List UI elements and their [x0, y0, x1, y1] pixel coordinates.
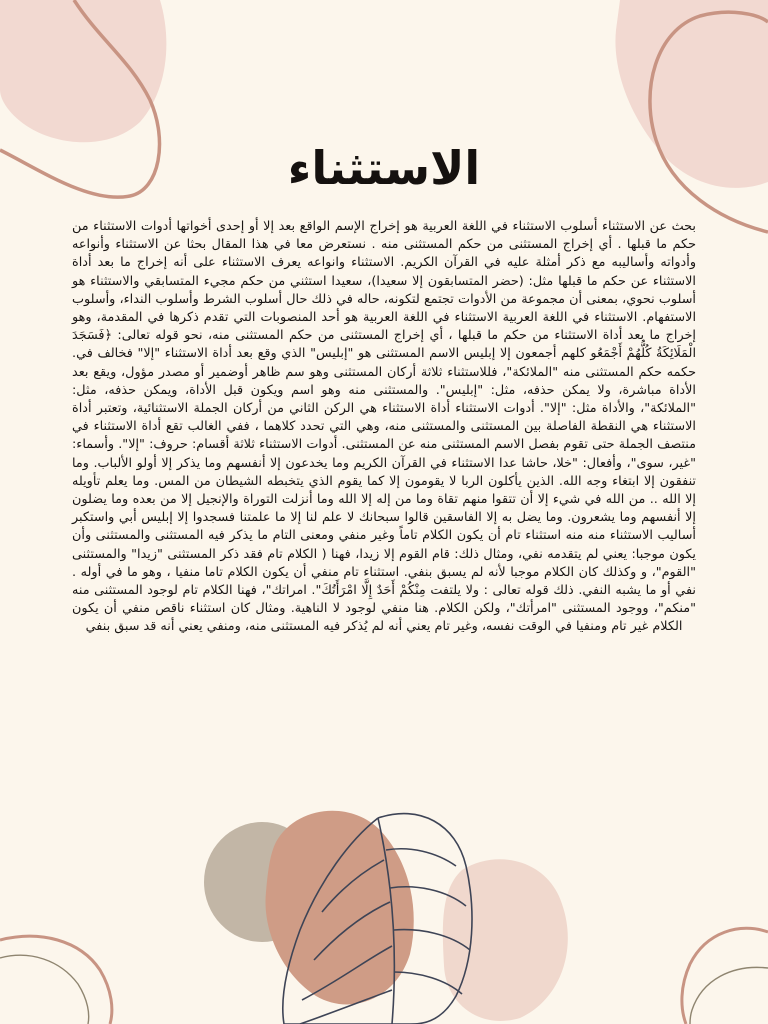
- bottom-right-arc-line: [682, 928, 768, 1024]
- document-body: [72, 218, 696, 637]
- document-title: الاستثناء: [287, 141, 481, 195]
- bottom-pink-blob-shape: [443, 859, 568, 1021]
- bottom-left-arc-line: [0, 936, 112, 1024]
- top-left-blob-shape: [0, 0, 166, 142]
- bottom-left-arc-line-2: [0, 955, 89, 1024]
- bottom-right-arc-line-2: [690, 967, 768, 1024]
- body-paragraph: بحث عن الاستثناء أسلوب الاستثناء في اللغة العربية هو إخراج الإسم الواقع بعد إلا أو إحدى أخواتها أدوات الاستثناء من حكم ما قبلها . أي إخراج المستثنى من حكم المستثنى منه . نستعرض معا في هذا المقال بحثا عن الاستثناء وأنواعه وأدواته وأساليبه مع ذكر أمثلة عليه في القرآن الكريم. الاستثناء وانواعه يعرف الاستثناء على أنه إخراج ما بعد أداة الاستثناء عن حكم ما قبلها مثل: (حضر المتسابقون إلا سعيدا)، سعيدا استثني من حكم مجيء المتسابقي والاستثناء هو أسلوب نحوي، بمعنى أن مجموعة من الأدوات تجتمع لتكونه، حاله في ذلك حال أسلوب الشرط وأسلوب النداء، وأسلوب الاستفهام. الاستثناء في اللغة العربية الاستثناء في اللغة العربية هو أحد المنصوبات التي تقدم ذكرها في المقدمة، وهو إخراج ما بعد أداة الاستثناء من حكم ما قبلها ، أي إخراج المستثنى من حكم المستثنى منه، نحو قوله تعالى: ﴿فَسَجَدَ الْمَلَائِكَةُ كُلُّهُمْ أَجْمَعُو كلهم أجمعون إلا إبليس الاسم المستثنى هو "إبليس" الذي وقع بعد أداة الاستثناء "إلا" فخالف في. حكمه حكم المستثنى منه "الملائكة"، فللاستثناء ثلاثة أركان المستثنى وهو سم ظاهر أوضمير أو مصدر مؤول، ويقع بعد الأداة مباشرة، ولا يمكن حذفه، مثل: "إبليس". والمستثنى منه وهو اسم ويكون قبل الأداة، ويمكن حذفه، مثل: "الملائكة"، والأداة مثل: "إلا". أدوات الاستثناء أداة الاستثناء هي الركن الثاني من أركان الجملة الاستثنائية، وتعتبر أداة الاستثناء هي النقطة الفاصلة بين المستثنى والمستثنى منه، وهي التي تحدد كلاهما ، ففي الغالب تقع أداة الاستثناء في منتصف الجملة حتى تقوم بفصل الاسم المستثنى منه عن المستثنى. أدوات الاستثناء ثلاثة أقسام: حروف: "إلا". وأسماء: "غير، سوى"، وأفعال: "خلا، حاشا عدا الاستثناء في القرآن الكريم وما يخدعون إلا أنفسهم وما يذكر إلا أولو الألباب. وما تنفقون إلا ابتغاء وجه الله. الذين يأكلون الربا لا يقومون إلا كما يقوم الذي يتخبطه الشيطان من المس. وما يعلم تأويله إلا الله .. من الله في شيء إلا أن تتقوا منهم تقاة وما من إله إلا الله وما أنزلت التوراة والإنجيل إلا من بعده وما يضلون إلا أنفسهم وما يشعرون. وما يضل به إلا الفاسقين قالوا سبحانك لا علم لنا إلا ما علمتنا فسجدوا إلا إبليس أبي واستكبر أساليب الاستثناء منه منه استثناء تام أن يكون الكلام تاماً وغير منفي ومعنى التام ما يذكر فيه المستثنى والمستثنى وأن يكون موجبا: يعني لم يتقدمه نفي، ومثال ذلك: قام القوم إلا زيدا، فهنا ( الكلام تام فقد ذكر المستثنى "زيدا" والمستثنى "القوم"، و وكذلك كان الكلام موجبا لأنه لم يسبق بنفي. استثناء تام منفي أن يكون الكلام تاما منفيا ، وهو ما في أوله . نفي أو ما يشبه النفي. ذلك قوله تعالى : ولا يلتفت مِنْكُمْ أَحَدٌ إِلَّا امْرَأَتُكَ". امراتك"، فهنا الكلام تام لوجود المستثنى منه "منكم"، ووجود المستثنى "امرأتك"، ولكن الكلام. هنا منفي لوجود لا الناهية. ومثال كان استثناء ناقص منفي أن يكون الكلام غير تام ومنفيا في الوقت نفسه، وغير تام يعني أنه لم يُذكر فيه المستثنى منه، ومنفي يعني أنه قد سبق بنفي: [72, 219, 696, 635]
